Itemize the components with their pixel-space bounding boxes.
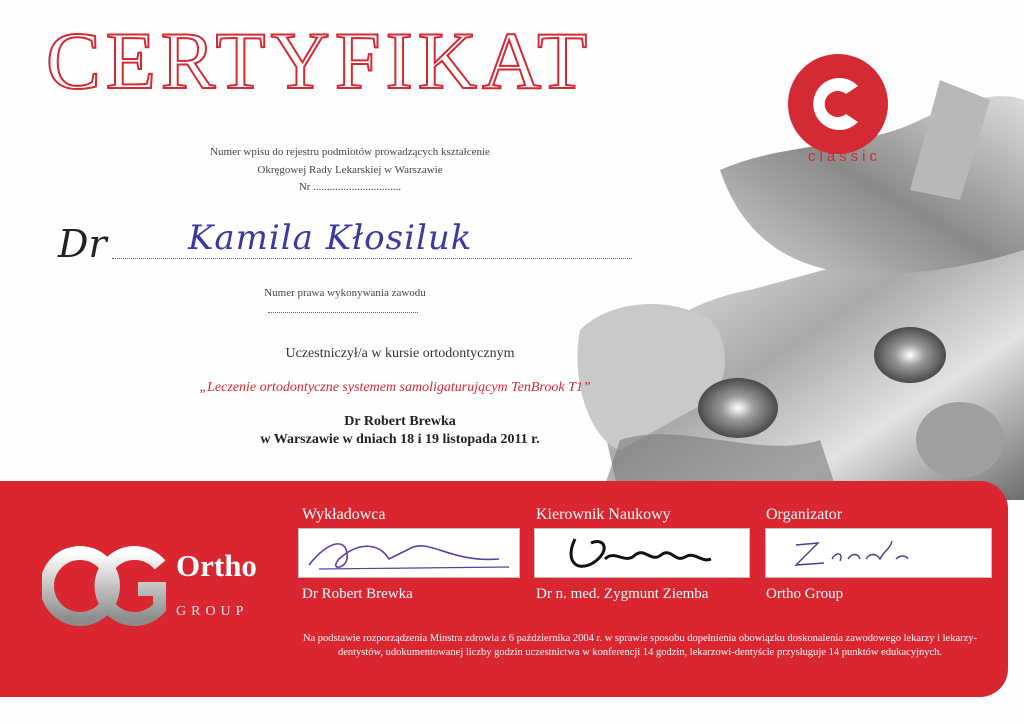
lecturer-role: Wykładowca xyxy=(302,506,386,523)
certificate-title: CERTYFIKAT xyxy=(46,15,593,106)
ortho-group-logo-icon xyxy=(42,543,166,629)
legal-footnote: Na podstawie rozporządzenia Minstra zdrowia z 6 października 2004 r. w sprawie sposobu dopełnienia obowiązku doskonalenia zawodowego lekarzy i lekarzy-dentystów, udokumentowanej liczby godzin uczestnictwa w konferencji 14 godzin, lekarzowi-dentyście przysługuje 14 punktów edukacyjnych. xyxy=(302,633,978,659)
ortho-label: Ortho xyxy=(176,548,257,583)
license-dotted-line xyxy=(268,312,418,313)
scientific-head-signature-box xyxy=(534,528,750,578)
participant-name: Kamila Kłosiluk xyxy=(188,218,473,258)
course-date: w Warszawie w dniach 18 i 19 listopada 2011 r. xyxy=(260,432,540,447)
registry-number: Nr ................................ xyxy=(298,181,402,193)
course-intro: Uczestniczył/a w kursie ortodontycznym xyxy=(285,346,515,361)
scientific-head-name: Dr n. med. Zygmunt Ziemba xyxy=(536,586,709,602)
name-dotted-line xyxy=(112,258,632,259)
classic-logo-icon xyxy=(784,50,892,158)
organizer-name: Ortho Group xyxy=(766,586,844,602)
lecturer-signature-box xyxy=(298,528,520,578)
lecturer-signature xyxy=(299,529,519,577)
classic-logo-label: classic xyxy=(808,148,882,165)
registry-line-2: Okręgowej Rady Lekarskiej w Warszawie xyxy=(257,164,443,176)
scientific-head-role: Kierownik Naukowy xyxy=(536,506,671,523)
registry-line-1: Numer wpisu do rejestru podmiotów prowadzących kształcenie xyxy=(210,146,490,158)
lecturer-name: Dr Robert Brewka xyxy=(302,586,413,602)
organizer-signature xyxy=(766,529,991,577)
scientific-head-signature xyxy=(535,529,749,577)
organizer-signature-box xyxy=(765,528,992,578)
organizer-role: Organizator xyxy=(766,506,843,523)
license-number-label: Numer prawa wykonywania zawodu xyxy=(264,287,426,299)
course-lecturer: Dr Robert Brewka xyxy=(344,414,456,429)
dr-prefix: Dr xyxy=(58,222,107,266)
course-title: „Leczenie ortodontyczne systemem samoligaturującym TenBrook T1” xyxy=(199,380,591,395)
group-label: GROUP xyxy=(176,604,249,619)
